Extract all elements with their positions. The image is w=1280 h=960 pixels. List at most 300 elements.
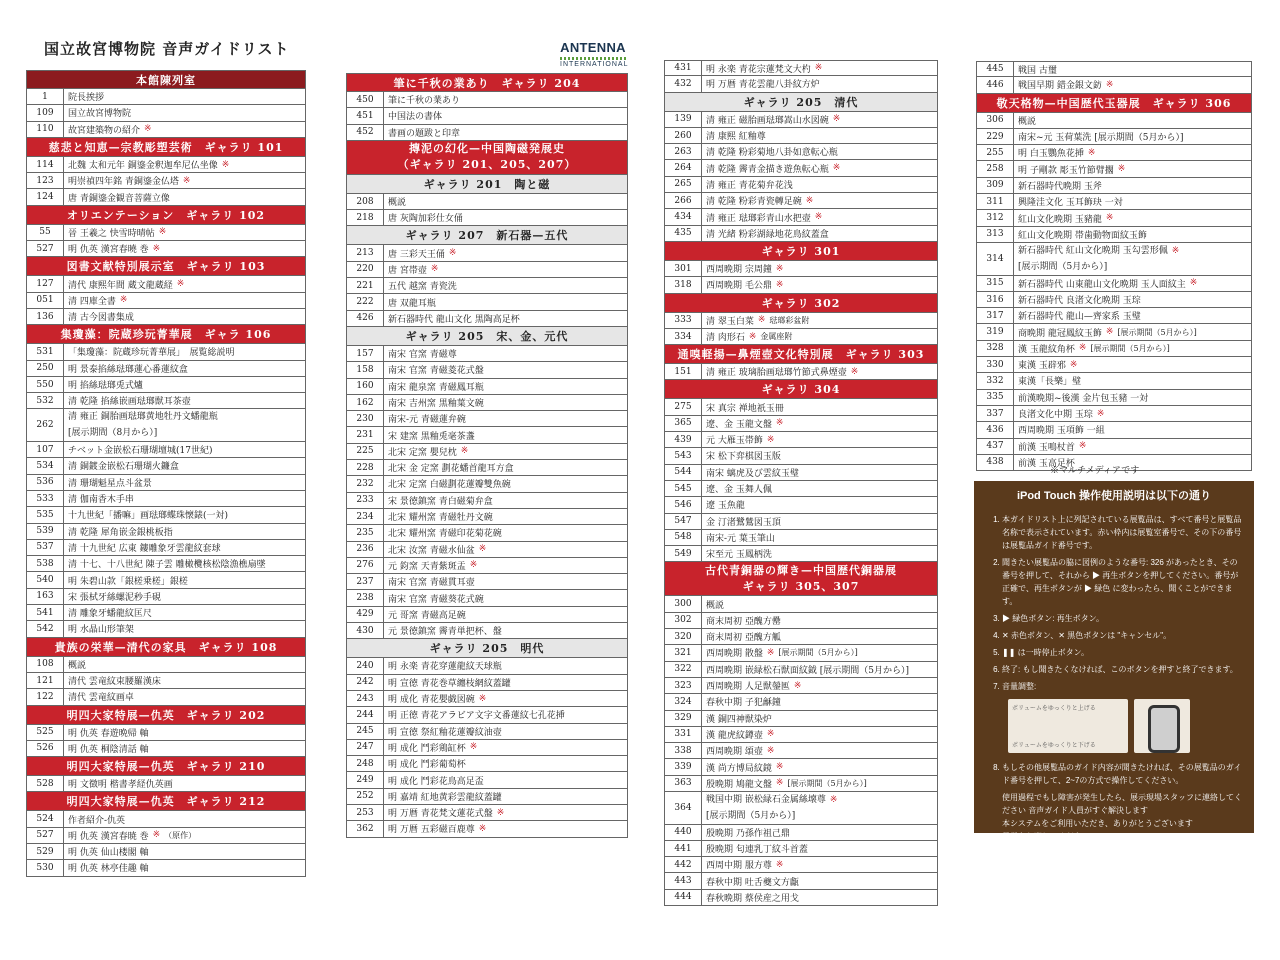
antenna-logo bbox=[560, 40, 629, 68]
guide-list-row bbox=[346, 210, 628, 226]
exhibit-name: 西周中期 服方尊 bbox=[706, 861, 772, 872]
exhibit-name-cell bbox=[702, 481, 937, 496]
gallery-header-title: 慈悲と知恵—宗教彫塑芸術 ギャラリ 101 bbox=[48, 140, 284, 154]
multimedia-mark-icon: ※ bbox=[1105, 79, 1114, 90]
exhibit-name-cell bbox=[64, 309, 305, 324]
exhibit-name: 春秋晩期 蔡侯産之用戈 bbox=[706, 893, 799, 904]
multimedia-mark-icon: ※ bbox=[152, 243, 161, 254]
guide-list-row bbox=[346, 525, 628, 541]
multimedia-mark-icon: ※ bbox=[430, 264, 439, 275]
guide-number: 225 bbox=[347, 444, 384, 459]
exhibit-name: 宋 建窯 黒釉兎毫茶盞 bbox=[388, 431, 475, 442]
exhibit-name: 殷晩期 匂連乳丁紋斗首蓋 bbox=[706, 845, 808, 856]
guide-number: 262 bbox=[27, 409, 64, 441]
guide-number: 249 bbox=[347, 772, 384, 787]
guide-number: 107 bbox=[27, 442, 64, 457]
gallery-header-title: ギャラリ 304 bbox=[761, 383, 841, 397]
exhibit-name-cell bbox=[64, 122, 305, 137]
guide-list-column-1 bbox=[26, 70, 306, 877]
exhibit-name-cell bbox=[1014, 308, 1251, 323]
exhibit-name: 清 雍正 磁胎画琺瑯嵩山水図碗 bbox=[706, 115, 829, 126]
guide-number: 331 bbox=[665, 727, 702, 742]
exhibit-name: 明 宣徳 青花巻草纏枝網紋蓋罐 bbox=[388, 678, 511, 689]
guide-list-row bbox=[26, 860, 306, 876]
exhibit-name: 清代 雲竜紋画卓 bbox=[68, 693, 134, 704]
guide-list-row bbox=[664, 60, 938, 76]
exhibit-name-cell bbox=[64, 393, 305, 408]
exhibit-name-cell bbox=[384, 707, 627, 722]
guide-list-row bbox=[664, 261, 938, 277]
gallery-header bbox=[346, 639, 628, 658]
exhibit-name-cell bbox=[702, 226, 937, 241]
guide-number: 452 bbox=[347, 125, 384, 140]
exhibit-name-cell bbox=[384, 262, 627, 277]
gallery-header-subtitle: （ギャラリ 201、205、207） bbox=[397, 158, 577, 172]
exhibit-name-cell bbox=[702, 399, 937, 414]
exhibit-name: 清 雍正 玻璃胎画琺瑯竹節式鼻煙壺 bbox=[706, 368, 847, 379]
guide-list-row bbox=[664, 662, 938, 678]
exhibit-name: 宋 張栻牙絲螺泥秒手硯 bbox=[68, 592, 161, 603]
guide-list-row bbox=[664, 448, 938, 464]
exhibit-name-cell bbox=[384, 379, 627, 394]
guide-list-row bbox=[976, 129, 1252, 145]
gallery-header-title: オリエンテーション ギャラリ 102 bbox=[66, 208, 266, 222]
guide-number: 228 bbox=[347, 460, 384, 475]
exhibit-name: 故宮建築物の紹介 bbox=[68, 125, 141, 136]
guide-number: 534 bbox=[27, 458, 64, 473]
exhibit-name: 西周晩期 人足獣鎣匜 bbox=[706, 682, 790, 693]
guide-list-row bbox=[26, 122, 306, 138]
gallery-header bbox=[26, 638, 306, 657]
exhibit-name-cell bbox=[64, 605, 305, 620]
guide-list-row bbox=[664, 416, 938, 432]
guide-list-row bbox=[664, 226, 938, 242]
ipod-instructions bbox=[974, 481, 1254, 841]
guide-list-row bbox=[346, 740, 628, 756]
instruction-list bbox=[986, 513, 1242, 693]
exhibit-name: 明崇禎四年銘 青銅鎏金仏塔 bbox=[68, 177, 179, 188]
exhibit-name-cell bbox=[702, 645, 937, 660]
exhibit-name-cell bbox=[384, 245, 627, 260]
exhibit-name-cell bbox=[384, 574, 627, 589]
document-title: 国立故宮博物院 音声ガイドリスト bbox=[44, 40, 290, 58]
exhibit-name-cell bbox=[384, 294, 627, 309]
guide-list-row bbox=[976, 276, 1252, 292]
guide-list-row bbox=[346, 245, 628, 261]
guide-list-row bbox=[664, 313, 938, 329]
guide-number: 244 bbox=[347, 707, 384, 722]
multimedia-mark-icon: ※ bbox=[757, 315, 766, 326]
guide-list-row bbox=[664, 530, 938, 546]
exhibit-name: 清 乾隆 犀角嵌金銀桃板指 bbox=[68, 527, 173, 538]
exhibit-name-cell bbox=[702, 743, 937, 758]
guide-list-row bbox=[664, 873, 938, 889]
exhibit-name: 南宋 螭虎及び雲紋玉璧 bbox=[706, 468, 799, 479]
exhibit-name: 明 万暦 五彩磁百鹿尊 bbox=[388, 825, 475, 836]
exhibit-name-cell bbox=[64, 409, 305, 441]
exhibit-name: 唐 灰陶加彩仕女俑 bbox=[388, 214, 463, 225]
exhibit-name-cell bbox=[384, 493, 627, 508]
gallery-header-title: ギャラリ 205 宋、金、元代 bbox=[405, 329, 569, 343]
exhibit-name-cell bbox=[64, 673, 305, 688]
exhibit-name-cell bbox=[1014, 77, 1251, 92]
guide-list-row bbox=[26, 225, 306, 241]
exhibit-name: 北宋 耀州窯 青磁印花菊花碗 bbox=[388, 529, 502, 540]
guide-number: 158 bbox=[347, 362, 384, 377]
exhibit-name: 元 哥窯 青磁高足碗 bbox=[388, 610, 466, 621]
exhibit-name: 南宋 官窯 青磁貫耳壺 bbox=[388, 578, 475, 589]
exhibit-name-cell bbox=[1014, 406, 1251, 421]
guide-list-row bbox=[346, 92, 628, 108]
multimedia-mark-icon: ※ bbox=[1105, 213, 1114, 224]
multimedia-note: ※マルチメディアです bbox=[1050, 466, 1140, 476]
guide-list-row bbox=[26, 458, 306, 474]
guide-number: 151 bbox=[665, 364, 702, 379]
instruction-item: 4. ✕ 赤色ボタン、✕ 黒色ボタンは "キャンセル"。 bbox=[1002, 629, 1242, 642]
exhibit-name: 清 雍正 青花菊弁花浅 bbox=[706, 180, 793, 191]
exhibit-name-cell bbox=[702, 776, 937, 791]
guide-number: 302 bbox=[665, 613, 702, 628]
guide-number: 222 bbox=[347, 294, 384, 309]
guide-list-row bbox=[346, 623, 628, 639]
exhibit-name: 新石器時代晩期 玉斧 bbox=[1018, 181, 1102, 192]
exhibit-period: [展示期間（5月から）] bbox=[706, 810, 796, 821]
exhibit-name-cell bbox=[1014, 243, 1251, 275]
gallery-header bbox=[346, 327, 628, 346]
guide-list-row bbox=[26, 377, 306, 393]
guide-list-row bbox=[664, 497, 938, 513]
exhibit-name: 明 永楽 青花宗蓮梵文大杓 bbox=[706, 64, 811, 75]
exhibit-name: 新石器時代 良渚文化晩期 玉琮 bbox=[1018, 296, 1141, 306]
exhibit-name: 清 乾隆 霽青金描き遊魚転心瓶 bbox=[706, 164, 829, 175]
exhibit-name: 西周晩期 宗周鐘 bbox=[706, 265, 772, 276]
exhibit-name: 北宋 汝窯 青磁水仙盆 bbox=[388, 545, 475, 556]
gallery-header-title: 集瓊藻：院蔵珍玩菁華展 ギャラ 106 bbox=[60, 328, 272, 342]
guide-number: 313 bbox=[977, 227, 1014, 242]
guide-list-row bbox=[346, 395, 628, 411]
exhibit-name-cell bbox=[1014, 373, 1251, 388]
exhibit-name: 漢 銅四神獣染炉 bbox=[706, 714, 772, 725]
multimedia-mark-icon: ※ bbox=[1096, 408, 1105, 419]
guide-number: 319 bbox=[977, 324, 1014, 339]
guide-list-row bbox=[664, 546, 938, 562]
guide-number: 127 bbox=[27, 276, 64, 291]
guide-number: 537 bbox=[27, 540, 64, 555]
exhibit-name: 宋至元 玉鳳柄洗 bbox=[706, 550, 772, 561]
guide-number: 450 bbox=[347, 92, 384, 107]
guide-list-row bbox=[976, 113, 1252, 129]
guide-list-row bbox=[976, 422, 1252, 438]
exhibit-name-cell bbox=[1014, 113, 1251, 128]
exhibit-name-cell bbox=[702, 313, 937, 328]
gallery-header bbox=[26, 706, 306, 725]
guide-number: 55 bbox=[27, 225, 64, 240]
guide-list-row bbox=[976, 77, 1252, 93]
guide-number: 300 bbox=[665, 596, 702, 611]
exhibit-name-cell bbox=[702, 177, 937, 192]
exhibit-name-cell bbox=[384, 346, 627, 361]
guide-list-row bbox=[26, 524, 306, 540]
exhibit-name: 院長挨拶 bbox=[68, 93, 105, 104]
gallery-header bbox=[26, 206, 306, 225]
guide-list-row bbox=[664, 514, 938, 530]
guide-list-row bbox=[346, 821, 628, 837]
exhibit-name: 紅山文化晩期 玉豬龍 bbox=[1018, 214, 1102, 225]
volume-diagram bbox=[1008, 699, 1128, 753]
guide-list-row bbox=[26, 572, 306, 588]
exhibit-name: 新石器時代 龍山—齊家系 玉璧 bbox=[1018, 312, 1141, 323]
guide-list-row bbox=[976, 439, 1252, 455]
guide-number: 533 bbox=[27, 491, 64, 506]
exhibit-name-cell bbox=[64, 241, 305, 256]
guide-number: 236 bbox=[347, 542, 384, 557]
exhibit-name: 北宋 定窯 白磁劃花蓮瓣雙魚碗 bbox=[388, 480, 511, 491]
guide-list-row bbox=[976, 61, 1252, 77]
guide-number: 362 bbox=[347, 821, 384, 836]
exhibit-name: 唐 三彩天王俑 bbox=[388, 249, 445, 260]
guide-number: 230 bbox=[347, 411, 384, 426]
exhibit-name-cell bbox=[64, 689, 305, 704]
exhibit-name-cell bbox=[384, 362, 627, 377]
exhibit-name: 北宋 耀州窯 青磁牡丹文碗 bbox=[388, 513, 493, 524]
guide-number: 160 bbox=[347, 379, 384, 394]
guide-number: 541 bbox=[27, 605, 64, 620]
guide-list-row bbox=[664, 645, 938, 661]
guide-list-row bbox=[664, 759, 938, 775]
guide-number: 121 bbox=[27, 673, 64, 688]
exhibit-name-cell bbox=[702, 759, 937, 774]
exhibit-name-cell bbox=[702, 497, 937, 512]
exhibit-name: 清 雍正 銅胎画琺瑯黄地牡丹文蟠龍瓶 bbox=[68, 412, 218, 423]
exhibit-name-cell bbox=[1014, 145, 1251, 160]
exhibit-name-cell bbox=[64, 157, 305, 172]
exhibit-name: 明 仇英 春遊晩帰 軸 bbox=[68, 728, 149, 739]
exhibit-name: 殷晩期 乃孫作祖己鼎 bbox=[706, 828, 790, 839]
guide-list-row bbox=[664, 277, 938, 293]
exhibit-name-cell bbox=[64, 189, 305, 204]
guide-number: 252 bbox=[347, 789, 384, 804]
guide-number: 253 bbox=[347, 805, 384, 820]
exhibit-name: 概説 bbox=[388, 198, 407, 209]
guide-number: 536 bbox=[27, 475, 64, 490]
exhibit-name-cell bbox=[384, 658, 627, 673]
gallery-header-title: ギャラリ 205 清代 bbox=[743, 95, 859, 109]
guide-list-row bbox=[346, 756, 628, 772]
guide-list-row bbox=[346, 311, 628, 327]
exhibit-name-cell bbox=[702, 825, 937, 840]
exhibit-name: 明 成化 鬥彩鶏缸杯 bbox=[388, 743, 466, 754]
guide-number: 446 bbox=[977, 77, 1014, 92]
exhibit-name-cell bbox=[64, 572, 305, 587]
exhibit-name: 前漢晩期~後漢 金片包玉豬 一対 bbox=[1018, 393, 1149, 404]
exhibit-name: 南宋 吉州窯 黒釉葉文碗 bbox=[388, 399, 484, 409]
gallery-header bbox=[664, 242, 938, 261]
exhibit-name: 明 万暦 青花雲龍八卦紋方炉 bbox=[706, 80, 820, 91]
exhibit-name: 西周晩期 散盤 bbox=[706, 649, 763, 660]
instruction-item: 5. ❚❚ は一時停止ボタン。 bbox=[1002, 646, 1242, 659]
exhibit-name-cell bbox=[702, 678, 937, 693]
exhibit-name-cell bbox=[1014, 324, 1251, 339]
exhibit-name-cell bbox=[384, 821, 627, 836]
exhibit-name-cell bbox=[64, 524, 305, 539]
exhibit-name-cell bbox=[64, 828, 305, 843]
exhibit-name-cell bbox=[384, 92, 627, 107]
guide-list-row bbox=[664, 792, 938, 825]
guide-list-row bbox=[664, 193, 938, 209]
exhibit-name: 清 銅鍍金嵌松石珊瑚火鐮盒 bbox=[68, 462, 179, 473]
multimedia-mark-icon: ※ bbox=[775, 778, 784, 789]
multimedia-mark-icon: ※ bbox=[478, 823, 487, 834]
exhibit-period: [展示期間（5月から）] bbox=[1018, 261, 1108, 272]
exhibit-name: 十九世紀「播嘛」画琺瑯蝶珠懐錶(一対) bbox=[68, 511, 229, 522]
exhibit-name-cell bbox=[64, 173, 305, 188]
exhibit-name: 清 古今図書集成 bbox=[68, 313, 134, 324]
guide-list-row bbox=[346, 427, 628, 443]
guide-number: 322 bbox=[665, 662, 702, 677]
guide-list-row bbox=[664, 465, 938, 481]
exhibit-name: 新石器時代 山東龍山文化晩期 玉人面紋主 bbox=[1018, 279, 1186, 290]
exhibit-name-cell bbox=[384, 590, 627, 605]
exhibit-name: 元 大雁玉帯飾 bbox=[706, 436, 763, 447]
exhibit-name: 明 文徴明 楷書孝経仇英画 bbox=[68, 780, 173, 791]
exhibit-name: 清 十七、十八世紀 陳子雲 雕橄欖核松陰漁樵扇墜 bbox=[68, 560, 266, 571]
exhibit-name-cell bbox=[1014, 62, 1251, 76]
exhibit-name-cell bbox=[384, 194, 627, 209]
exhibit-name: 清 乾隆 粉彩菊地八卦如意転心瓶 bbox=[706, 148, 838, 159]
guide-number: 530 bbox=[27, 860, 64, 875]
guide-number: 539 bbox=[27, 524, 64, 539]
exhibit-name-cell bbox=[384, 740, 627, 755]
exhibit-name-cell bbox=[702, 76, 937, 91]
gallery-header bbox=[664, 380, 938, 399]
guide-list-row bbox=[26, 276, 306, 292]
exhibit-name: 明 嘉靖 紅地黄彩雲龍紋蓋罐 bbox=[388, 792, 502, 803]
exhibit-name: 書画の題跋と印章 bbox=[388, 128, 461, 139]
guide-number: 266 bbox=[665, 193, 702, 208]
exhibit-name: 国立故宮博物院 bbox=[68, 109, 132, 120]
guide-number: 232 bbox=[347, 476, 384, 491]
exhibit-name-cell bbox=[702, 465, 937, 480]
guide-list-row bbox=[26, 828, 306, 844]
guide-number: 546 bbox=[665, 497, 702, 512]
exhibit-name-cell bbox=[702, 857, 937, 872]
guide-number: 524 bbox=[27, 811, 64, 826]
guide-list-row bbox=[346, 658, 628, 674]
gallery-header bbox=[346, 175, 628, 194]
exhibit-period: [展示期間（8月から）] bbox=[68, 428, 158, 439]
exhibit-name-cell bbox=[384, 476, 627, 491]
guide-list-row bbox=[664, 678, 938, 694]
guide-list-row bbox=[346, 362, 628, 378]
exhibit-name: 元 景徳鎮窯 霽青単把杯、盤 bbox=[388, 627, 502, 638]
multimedia-mark-icon: ※ bbox=[182, 175, 191, 186]
guide-list-row bbox=[346, 194, 628, 210]
exhibit-name: 南宋~元 玉荷葉洗 [展示期間（5月から）] bbox=[1018, 133, 1184, 144]
guide-list-row bbox=[26, 673, 306, 689]
gallery-header bbox=[26, 325, 306, 344]
guide-number: 548 bbox=[665, 530, 702, 545]
multimedia-mark-icon: ※ bbox=[829, 794, 838, 805]
exhibit-name-cell bbox=[702, 329, 937, 344]
guide-number: 337 bbox=[977, 406, 1014, 421]
guide-list-row bbox=[26, 241, 306, 257]
guide-number: 1 bbox=[27, 89, 64, 104]
instructions-footer bbox=[986, 791, 1242, 843]
guide-number: 264 bbox=[665, 160, 702, 175]
guide-number: 320 bbox=[665, 629, 702, 644]
exhibit-name-cell bbox=[702, 112, 937, 127]
gallery-header-subtitle: ギャラリ 305、307 bbox=[742, 579, 860, 593]
guide-number: 328 bbox=[977, 341, 1014, 356]
exhibit-name: 清代 康熙年間 蔵文龍蔵経 bbox=[68, 280, 173, 291]
gallery-header-title: ギャラリ 205 明代 bbox=[429, 642, 545, 656]
guide-number: 139 bbox=[665, 112, 702, 127]
guide-list-row bbox=[976, 145, 1252, 161]
guide-list-row bbox=[26, 89, 306, 105]
multimedia-mark-icon: ※ bbox=[119, 295, 128, 306]
guide-list-row bbox=[26, 621, 306, 637]
exhibit-name-cell bbox=[384, 789, 627, 804]
exhibit-name: 商末周初 亞醜方罍 bbox=[706, 616, 781, 627]
exhibit-note: 琺瑯彩盆附 bbox=[769, 315, 810, 325]
exhibit-name: 戦国 古璽 bbox=[1018, 65, 1057, 76]
guide-number: 275 bbox=[665, 399, 702, 414]
guide-number: 237 bbox=[347, 574, 384, 589]
guide-number: 157 bbox=[347, 346, 384, 361]
exhibit-name-cell bbox=[1014, 341, 1251, 356]
exhibit-name: 明 朱碧山款「銀槎乗槎」銀槎 bbox=[68, 576, 188, 587]
exhibit-name-cell bbox=[384, 460, 627, 475]
guide-number: 301 bbox=[665, 261, 702, 276]
guide-number: 549 bbox=[665, 546, 702, 561]
multimedia-mark-icon: ※ bbox=[814, 63, 823, 74]
guide-number: 531 bbox=[27, 344, 64, 359]
exhibit-name-cell bbox=[384, 311, 627, 326]
guide-number: 109 bbox=[27, 105, 64, 120]
exhibit-name-cell bbox=[384, 108, 627, 123]
exhibit-name: 漢 龍虎紋鐏壺 bbox=[706, 730, 763, 741]
guide-number: 434 bbox=[665, 209, 702, 224]
exhibit-name: 興隆洼文化 玉耳飾玦 一対 bbox=[1018, 198, 1123, 209]
guide-list-row bbox=[976, 178, 1252, 194]
guide-number: 309 bbox=[977, 178, 1014, 193]
exhibit-name-cell bbox=[702, 727, 937, 742]
guide-list-row bbox=[26, 105, 306, 121]
guide-number: 526 bbox=[27, 741, 64, 756]
enjoy-note: 見学をお楽しみください bbox=[1002, 832, 1090, 841]
multimedia-mark-icon: ※ bbox=[1171, 245, 1180, 256]
exhibit-name: 明 掐絲琺瑯兎式爐 bbox=[68, 381, 143, 391]
guide-number: 312 bbox=[977, 210, 1014, 225]
exhibit-name: 清代 雲竜紋束腰羅漢床 bbox=[68, 677, 161, 688]
guide-list-row bbox=[26, 293, 306, 309]
guide-list-row bbox=[26, 556, 306, 572]
multimedia-mark-icon: ※ bbox=[814, 212, 823, 223]
guide-number: 208 bbox=[347, 194, 384, 209]
guide-number: 538 bbox=[27, 556, 64, 571]
exhibit-name: 明 仇英 林亭佳趣 軸 bbox=[68, 864, 149, 875]
guide-list-row bbox=[346, 125, 628, 141]
exhibit-name-cell bbox=[64, 776, 305, 791]
exhibit-name: 新石器時代 龍山文化 黒陶高足杯 bbox=[388, 314, 520, 325]
exhibit-name: 明 成化 青花嬰戯図碗 bbox=[388, 695, 475, 706]
guide-number: 529 bbox=[27, 844, 64, 859]
guide-list-row bbox=[664, 727, 938, 743]
instruction-item: 8. もしその他展覧品のガイド内容が聞きたければ、その展覧品のガイド番号を押して、2~7の方式で操作してください。 bbox=[1002, 761, 1242, 787]
exhibit-note: （原作） bbox=[164, 830, 197, 840]
exhibit-name-cell bbox=[64, 621, 305, 636]
gallery-header bbox=[976, 94, 1252, 113]
